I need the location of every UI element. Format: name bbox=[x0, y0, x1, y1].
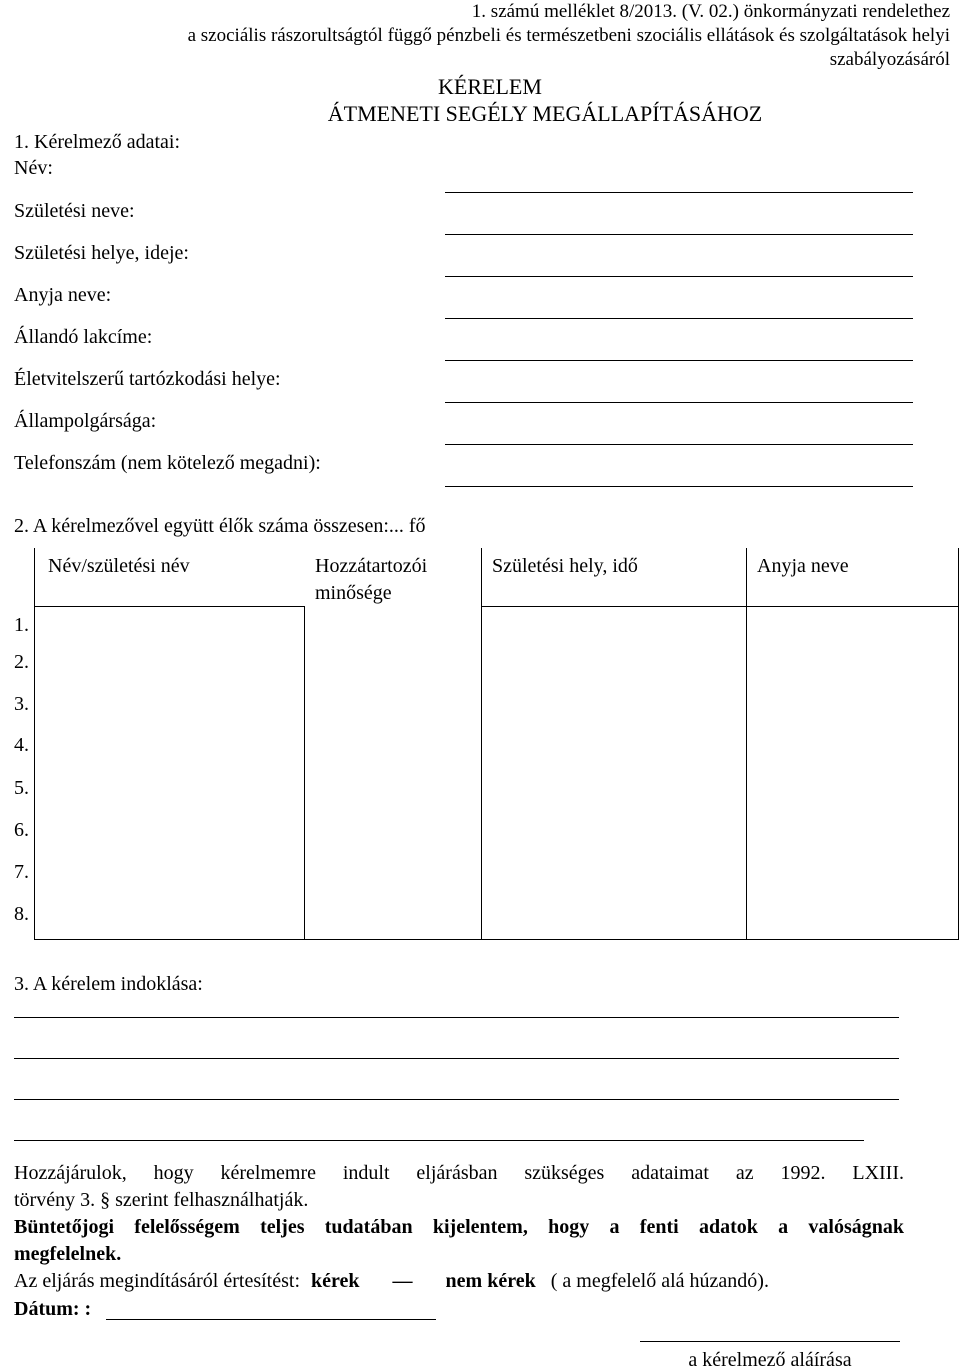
field-label-residence: Életvitelszerű tartózkodási helye: bbox=[14, 368, 281, 390]
table-row-number: 5. bbox=[14, 777, 29, 799]
column-header-relation: Hozzátartozói bbox=[315, 555, 428, 577]
column-header-mother: Anyja neve bbox=[757, 555, 849, 577]
column-header-name: Név/születési név bbox=[48, 555, 190, 577]
header-underline-name bbox=[34, 606, 304, 607]
table-row-number: 6. bbox=[14, 819, 29, 841]
regulation-subject-end: szabályozásáról bbox=[829, 49, 950, 70]
table-row-number: 4. bbox=[14, 734, 29, 756]
table-row-number: 1. bbox=[14, 614, 29, 636]
input-line-birth-name[interactable] bbox=[445, 234, 913, 235]
form-subtitle: ÁTMENETI SEGÉLY MEGÁLLAPÍTÁSÁHOZ bbox=[327, 101, 763, 126]
field-label-phone: Telefonszám (nem kötelező megadni): bbox=[14, 452, 321, 474]
notification-instruction: ( a megfelelő alá húzandó). bbox=[550, 1270, 769, 1292]
form-title: KÉRELEM bbox=[438, 74, 542, 99]
justification-line-4[interactable] bbox=[14, 1140, 864, 1141]
regulation-subject: a szociális rászorultságtól függő pénzbeli és természetbeni szociális ellátások és szolgáltatások helyi bbox=[187, 25, 950, 46]
justification-line-3[interactable] bbox=[14, 1099, 899, 1100]
table-row-number: 7. bbox=[14, 861, 29, 883]
column-header-relation-2: minősége bbox=[315, 582, 392, 604]
signature-label: a kérelmező aláírása bbox=[688, 1349, 852, 1371]
header-underline-right bbox=[481, 606, 958, 607]
declaration-text: Büntetőjogi felelősségem teljes tudatában kijelentem, hogy a fenti adatok a valóságnak bbox=[14, 1216, 904, 1238]
notification-row bbox=[14, 1268, 769, 1295]
consent-text-end: törvény 3. § szerint felhasználhatják. bbox=[14, 1189, 309, 1211]
field-label-permanent-address: Állandó lakcíme: bbox=[14, 326, 153, 348]
section1-heading: 1. Kérelmező adatai: bbox=[14, 131, 181, 153]
field-label-birth-place-date: Születési helye, ideje: bbox=[14, 242, 189, 264]
input-line-mother-name[interactable] bbox=[445, 318, 913, 319]
justification-line-1[interactable] bbox=[14, 1017, 899, 1018]
input-line-permanent-address[interactable] bbox=[445, 360, 913, 361]
section2-heading: 2. A kérelmezővel együtt élők száma összesen:... fő bbox=[14, 515, 426, 537]
declaration-text-end: megfelelnek. bbox=[14, 1243, 122, 1265]
option-request[interactable]: kérek bbox=[311, 1270, 360, 1292]
section3-heading: 3. A kérelem indoklása: bbox=[14, 973, 203, 995]
field-label-citizenship: Állampolgársága: bbox=[14, 410, 157, 432]
field-label-birth-name: Születési neve: bbox=[14, 200, 135, 222]
regulation-reference: 1. számú melléklet 8/2013. (V. 02.) önkormányzati rendelethez bbox=[471, 1, 950, 22]
date-input-line[interactable] bbox=[106, 1319, 436, 1320]
input-line-phone[interactable] bbox=[445, 486, 913, 487]
signature-line[interactable] bbox=[640, 1341, 900, 1342]
option-separator: — bbox=[392, 1270, 413, 1292]
input-line-residence[interactable] bbox=[445, 402, 913, 403]
notification-prefix: Az eljárás megindításáról értesítést: bbox=[14, 1270, 301, 1292]
input-line-citizenship[interactable] bbox=[445, 444, 913, 445]
field-label-name: Név: bbox=[14, 157, 53, 179]
table-border-right bbox=[958, 548, 959, 940]
column-divider-3 bbox=[746, 548, 747, 939]
household-table bbox=[0, 548, 960, 940]
table-row-number: 2. bbox=[14, 651, 29, 673]
column-divider-2 bbox=[481, 548, 482, 939]
field-label-mother-name: Anyja neve: bbox=[14, 284, 112, 306]
input-line-birth-place-date[interactable] bbox=[445, 276, 913, 277]
table-row-number: 8. bbox=[14, 903, 29, 925]
column-divider-1 bbox=[304, 606, 305, 939]
input-line-name[interactable] bbox=[445, 192, 913, 193]
justification-line-2[interactable] bbox=[14, 1058, 899, 1059]
date-label: Dátum: : bbox=[14, 1298, 92, 1320]
option-no-request[interactable]: nem kérek bbox=[445, 1270, 536, 1292]
table-row-number: 3. bbox=[14, 693, 29, 715]
consent-text: Hozzájárulok, hogy kérelmemre indult eljárásban szükséges adataimat az 1992. LXIII. bbox=[14, 1162, 904, 1184]
table-border-bottom bbox=[34, 939, 959, 940]
column-header-birth: Születési hely, idő bbox=[492, 555, 638, 577]
